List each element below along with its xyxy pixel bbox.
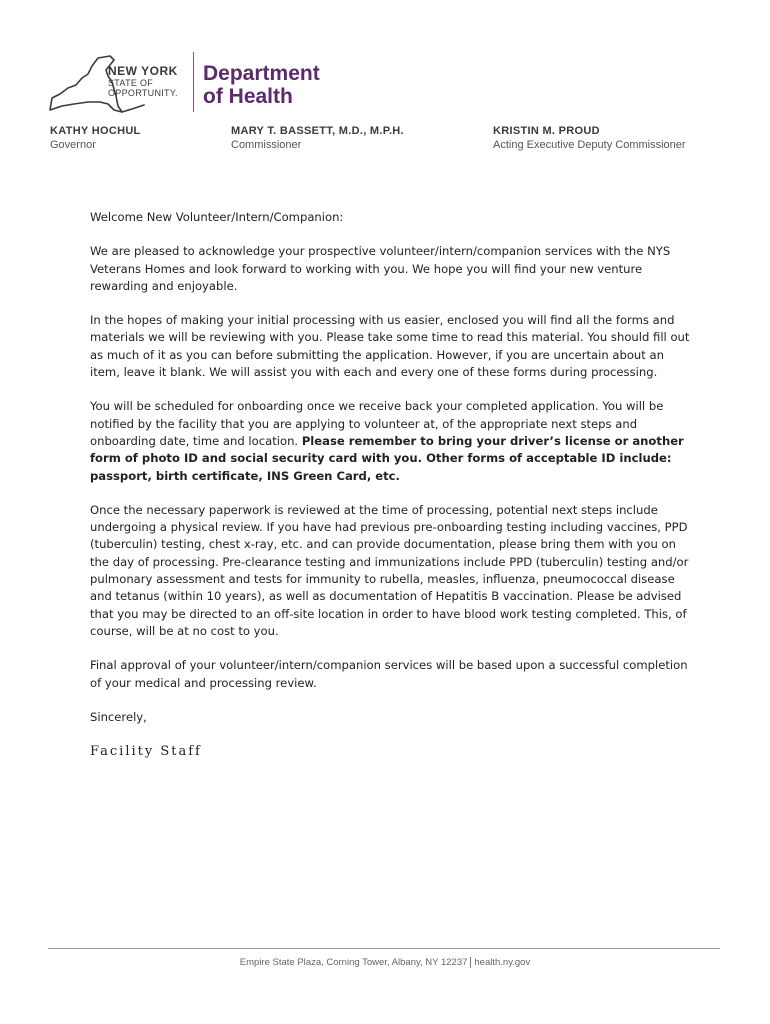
nys-brand-line2: STATE OF (108, 78, 154, 88)
department-line1: Department (203, 62, 320, 85)
footer-divider (48, 948, 720, 949)
footer-website[interactable]: health.ny.gov (474, 957, 531, 969)
paragraph-3 (90, 398, 690, 484)
paragraph-5: Final approval of your volunteer/intern/companion services will be based upon a successful completion of your medical and processing review. (90, 658, 688, 690)
closing: Sincerely, (90, 709, 147, 724)
paragraph-4: Once the necessary paperwork is reviewed at the time of processing, potential next steps include undergoing a physical review. If you have had previous pre-onboarding testing including vaccines, PPD (tuberculin) testing, chest x-ray, etc. and can provide documentation, please bring them with you on the day of processing. Pre-clearance testing and immunizations include PPD (tuberculin) testing and/or pulmonary assessment and tests for immunity to rubella, measles, influenza, pneumococcal disease and tetanus (within 10 years), as well as documentation of Hepatitis B vaccination. Please be advised that you may be directed to an off-site location in order to have blood work testing completed. This, of course, will be at no cost to you. (90, 502, 689, 638)
letter-body (90, 209, 690, 760)
official-name: MARY T. BASSETT, M.D., M.P.H. (231, 125, 404, 137)
footer-address: Empire State Plaza, Corning Tower, Albany, NY 12237 (239, 957, 468, 969)
nys-brand (108, 64, 178, 98)
footer (0, 957, 770, 968)
paragraph-3-bold-notice: Please remember to bring your driver’s license or another form of photo ID and social security card with you. Other forms of acceptable ID include: passport, birth certificate, INS Green Card, etc. (90, 433, 684, 483)
footer-separator (470, 957, 471, 968)
paragraph-1: We are pleased to acknowledge your prospective volunteer/intern/companion services with the NYS Veterans Homes and look forward to working with you. We hope you will find your new venture rewarding and enjoyable. (90, 244, 671, 293)
official-commissioner (231, 124, 404, 152)
official-deputy-commissioner (493, 124, 686, 152)
nys-doh-logo (48, 50, 338, 120)
department-line2: of Health (203, 85, 293, 108)
salutation: Welcome New Volunteer/Intern/Companion: (90, 210, 344, 224)
official-title: Governor (50, 139, 96, 151)
signature: Facility Staff (90, 744, 202, 760)
official-title: Acting Executive Deputy Commissioner (493, 139, 686, 151)
paragraph-3-text: You will be scheduled for onboarding once we receive back your completed application. You will be notified by the facility that you are applying to volunteer at, of the appropriate next steps and onboarding date, time and location. (90, 399, 664, 448)
official-title: Commissioner (231, 139, 302, 151)
officials-row (0, 124, 770, 158)
department-name (203, 62, 320, 108)
official-name: KATHY HOCHUL (50, 125, 141, 137)
nys-brand-line3: OPPORTUNITY. (108, 88, 178, 98)
logo-divider (193, 52, 194, 112)
nys-brand-line1: NEW YORK (108, 64, 178, 78)
paragraph-2: In the hopes of making your initial processing with us easier, enclosed you will find all the forms and materials we will be reviewing with you. Please take some time to read this material. You should fill out as much of it as you can before submitting the application. However, if you are uncertain about an item, leave it blank. We will assist you with each and every one of these forms during processing. (90, 313, 690, 380)
official-name: KRISTIN M. PROUD (493, 125, 600, 137)
official-governor (50, 124, 141, 152)
